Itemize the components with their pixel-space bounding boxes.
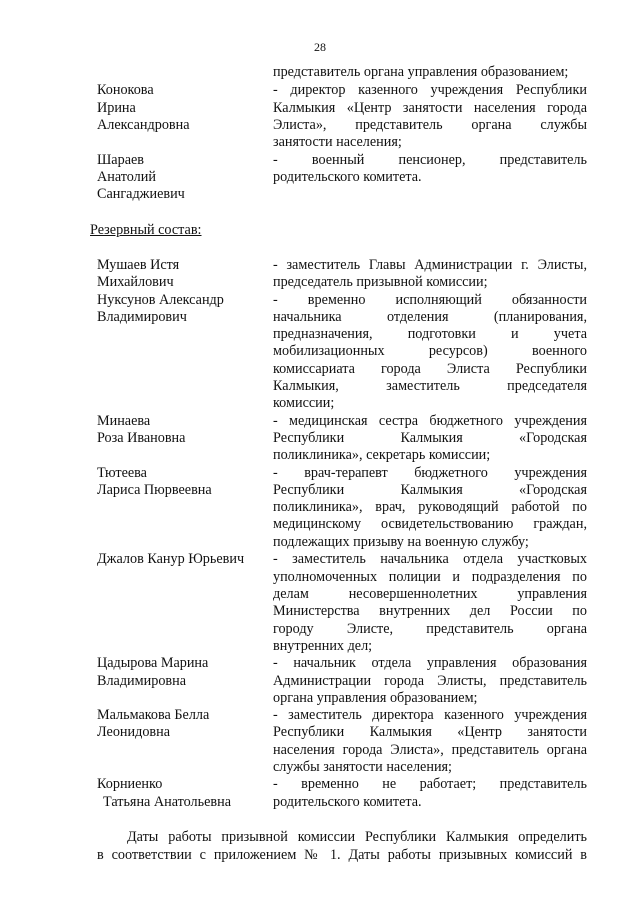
member-name-line: Ирина <box>97 100 136 116</box>
member-desc-line: комиссии; <box>273 395 335 411</box>
member-desc-line: Калмыкия «Центр занятости населения города <box>273 100 587 116</box>
member-name-line: Сангаджиевич <box>97 186 185 202</box>
member-desc-line: - военный пенсионер, представитель <box>273 152 587 168</box>
member-desc-line: родительского комитета. <box>273 794 422 810</box>
member-desc-line: городу Элисте, представитель органа <box>273 621 587 637</box>
member-name-line: Минаева <box>97 413 151 429</box>
member-desc-line: представитель органа управления образованием; <box>273 64 569 80</box>
member-desc-line: Министерства внутренних дел России по <box>273 603 587 619</box>
member-desc-line: поликлиника», секретарь комиссии; <box>273 447 491 463</box>
member-desc-line: подлежащих призыву на военную службу; <box>273 534 529 550</box>
member-name-line: Владимировна <box>97 673 186 689</box>
member-desc-line: начальника отделения (планирования, <box>273 309 587 325</box>
reserve-heading: Резервный состав: <box>90 222 202 238</box>
member-name-line: Михайлович <box>97 274 174 290</box>
member-desc-line: Республики Калмыкия «Центр занятости <box>273 724 587 740</box>
member-desc-line: - заместитель Главы Администрации г. Элисты, <box>273 257 587 273</box>
member-desc-line: Администрации города Элисты, представитель <box>273 673 587 689</box>
member-desc-line: - врач-терапевт бюджетного учреждения <box>273 465 587 481</box>
member-desc-line: комиссариата города Элиста Республики <box>273 361 587 377</box>
member-desc-line: делам несовершеннолетних управления <box>273 586 587 602</box>
member-desc-line: медицинскому освидетельствованию граждан, <box>273 516 587 532</box>
member-name-line: Мальмакова Белла <box>97 707 210 723</box>
member-name-line: Владимирович <box>97 309 187 325</box>
member-name-line: Джалов Канур Юрьевич <box>97 551 245 567</box>
member-desc-line: - заместитель начальника отдела участковых <box>273 551 587 567</box>
member-name-line: Татьяна Анатольевна <box>103 794 231 810</box>
member-desc-line: органа управления образованием; <box>273 690 478 706</box>
page-number: 28 <box>314 40 326 54</box>
member-name-line: Нуксунов Александр <box>97 292 224 308</box>
member-name-line: Лариса Пюрвеевна <box>97 482 212 498</box>
member-name-line: Цадырова Марина <box>97 655 209 671</box>
member-name-line: Анатолий <box>97 169 156 185</box>
member-name-line: Роза Ивановна <box>97 430 186 446</box>
member-desc-line: родительского комитета. <box>273 169 422 185</box>
member-name-line: Леонидовна <box>97 724 171 740</box>
member-desc-line: - заместитель директора казенного учреждения <box>273 707 587 723</box>
member-desc-line: - директор казенного учреждения Республики <box>273 82 587 98</box>
member-desc-line: Республики Калмыкия «Городская <box>273 430 587 446</box>
member-desc-line: Республики Калмыкия «Городская <box>273 482 587 498</box>
member-desc-line: мобилизационных ресурсов) военного <box>273 343 587 359</box>
member-name-line: Мушаев Истя <box>97 257 180 273</box>
paragraph-line: в соответствии с приложением № 1. Даты работы призывных комиссий в <box>97 847 587 863</box>
member-desc-line: службы занятости населения; <box>273 759 452 775</box>
member-desc-line: Калмыкия, заместитель председателя <box>273 378 587 394</box>
member-desc-line: населения города Элиста», представитель органа <box>273 742 587 758</box>
member-desc-line: предназначения, подготовки и учета <box>273 326 587 342</box>
member-name-line: Александровна <box>97 117 190 133</box>
member-name-line: Корниенко <box>97 776 163 792</box>
member-desc-line: - медицинская сестра бюджетного учреждения <box>273 413 587 429</box>
member-desc-line: Элиста», представитель органа службы <box>273 117 587 133</box>
member-desc-line: - временно не работает; представитель <box>273 776 587 792</box>
member-name-line: Шараев <box>97 152 144 168</box>
paragraph-line: Даты работы призывной комиссии Республики Калмыкия определить <box>127 829 587 845</box>
member-desc-line: - начальник отдела управления образования <box>273 655 587 671</box>
member-name-line: Конокова <box>97 82 154 98</box>
member-desc-line: - временно исполняющий обязанности <box>273 292 587 308</box>
member-desc-line: уполномоченных полиции и подразделения по <box>273 569 587 585</box>
member-desc-line: председатель призывной комиссии; <box>273 274 488 290</box>
member-desc-line: поликлиника», врач, руководящий работой по <box>273 499 587 515</box>
member-desc-line: занятости населения; <box>273 134 402 150</box>
member-desc-line: внутренних дел; <box>273 638 373 654</box>
member-name-line: Тютеева <box>97 465 147 481</box>
